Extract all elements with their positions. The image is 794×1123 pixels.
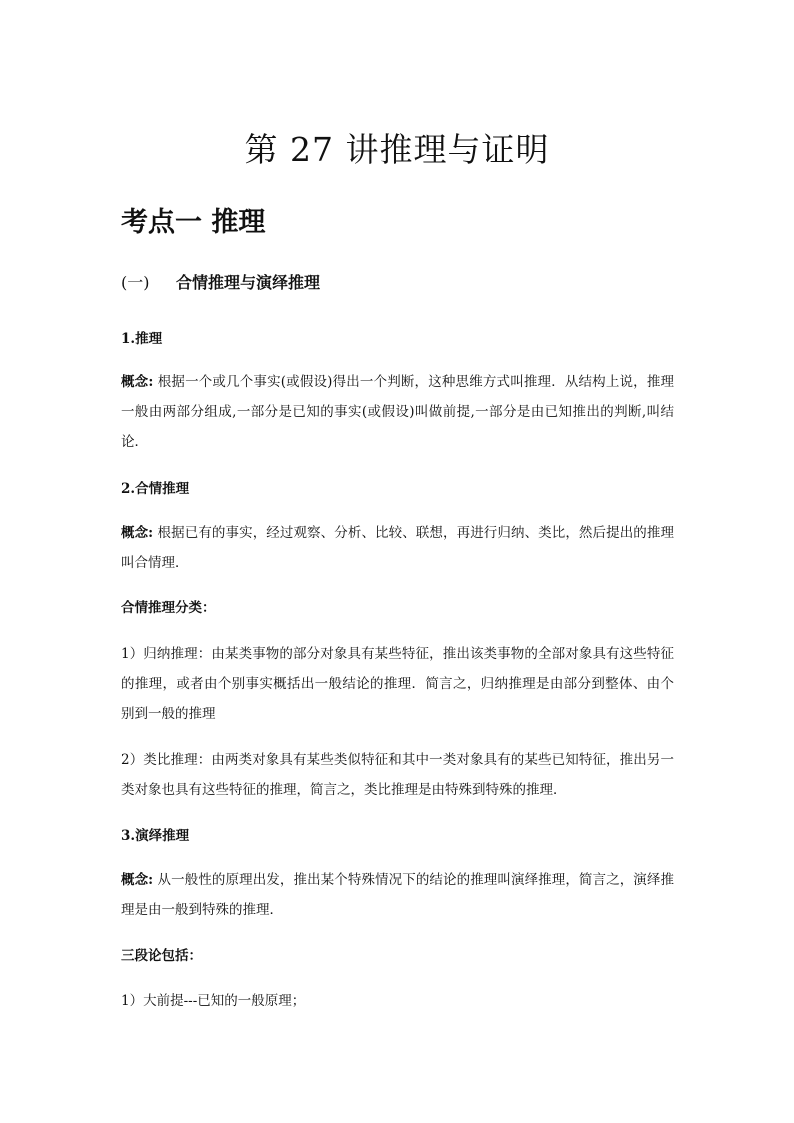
- concept-label: 概念:: [121, 525, 154, 541]
- paragraph-deductive-concept: [121, 865, 674, 925]
- subsection-heading: [121, 271, 320, 295]
- paragraph-major-premise: 1）大前提---已知的一般原理；: [121, 993, 306, 1009]
- subsection-number: (一): [121, 273, 150, 292]
- concept-text: 从一般性的原理出发，推出某个特殊情况下的结论的推理叫演绎推理，简言之，演绎推理是由一般到特殊的推理．: [121, 872, 674, 918]
- heading-syllogism: 三段论包括：: [121, 948, 202, 964]
- section-heading: 考点一 推理: [121, 207, 266, 238]
- subsection-title: 合情推理与演绎推理: [176, 273, 321, 292]
- paragraph-plausible-concept: [121, 518, 674, 578]
- heading-deductive-reasoning: 3.演绎推理: [121, 828, 190, 844]
- heading-plausible-classification: 合情推理分类：: [121, 600, 216, 616]
- page-title: 第 27 讲推理与证明: [244, 130, 550, 169]
- paragraph-inference-concept: [121, 367, 674, 457]
- heading-plausible-reasoning: 2.合情推理: [121, 481, 190, 497]
- heading-inference: 1.推理: [121, 331, 163, 347]
- paragraph-inductive-reasoning: 1）归纳推理：由某类事物的部分对象具有某些特征，推出该类事物的全部对象具有这些特征的推理，或者由个别事实概括出一般结论的推理．简言之，归纳推理是由部分到整体、由个别到一般的推理: [121, 646, 674, 722]
- concept-label: 概念:: [121, 872, 154, 888]
- concept-text: 根据一个或几个事实(或假设)得出一个判断，这种思维方式叫推理．从结构上说，推理一般由两部分组成,一部分是已知的事实(或假设)叫做前提,一部分是由已知推出的判断,叫结论．: [121, 374, 674, 450]
- paragraph-analogical-reasoning: 2）类比推理：由两类对象具有某些类似特征和其中一类对象具有的某些已知特征，推出另一类对象也具有这些特征的推理，简言之，类比推理是由特殊到特殊的推理．: [121, 752, 674, 798]
- concept-text: 根据已有的事实，经过观察、分析、比较、联想，再进行归纳、类比，然后提出的推理叫合情理．: [121, 525, 674, 571]
- concept-label: 概念:: [121, 374, 154, 390]
